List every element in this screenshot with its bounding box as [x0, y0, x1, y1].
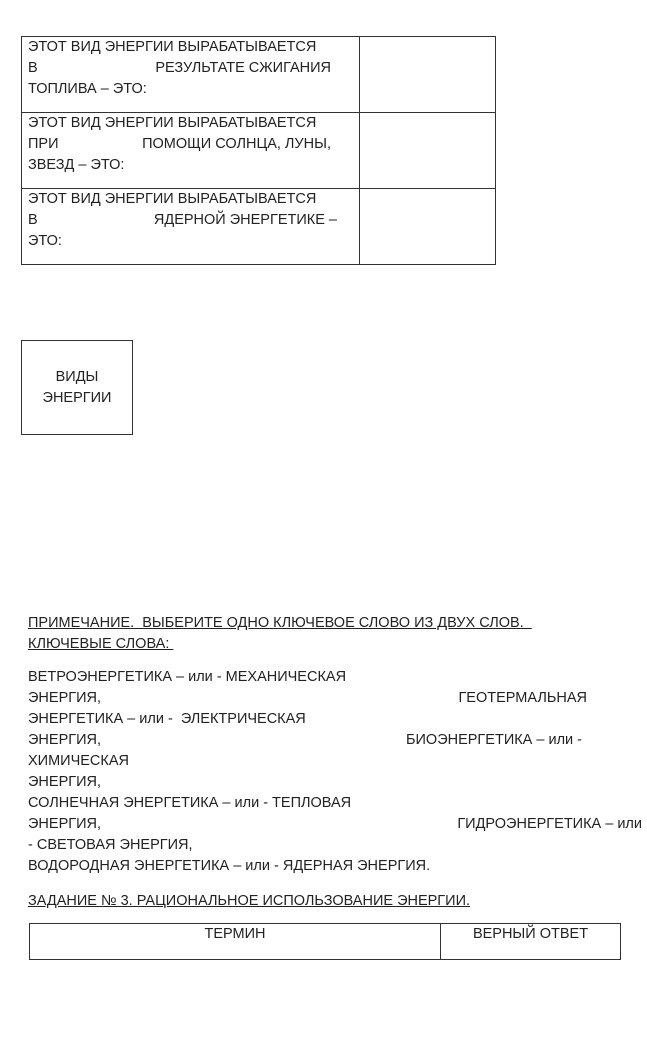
question-line [22, 58, 359, 79]
question-word: РЕЗУЛЬТАТЕ СЖИГАНИЯ [155, 60, 331, 76]
keyword-text: ЭНЕРГЕТИКА – или - ЭЛЕКТРИЧЕСКАЯ [28, 711, 306, 727]
question-cell [22, 37, 360, 113]
keyword-line [28, 730, 642, 751]
keyword-line [28, 793, 642, 814]
question-line: ЗВЕЗД – ЭТО: [28, 157, 125, 173]
question-word: ПРИ [28, 136, 59, 152]
question-line [22, 210, 359, 231]
keyword-text: ЭНЕРГИЯ, [28, 732, 102, 748]
table-row [22, 113, 496, 189]
keyword-text: ГЕОТЕРМАЛЬНАЯ [458, 690, 587, 706]
keyword-text: - СВЕТОВАЯ ЭНЕРГИЯ, [28, 837, 193, 853]
keyword-line [28, 814, 642, 835]
keyword-text: ВЕТРОЭНЕРГЕТИКА – или - МЕХАНИЧЕСКАЯ [28, 669, 347, 685]
answer-cell[interactable] [360, 37, 496, 113]
question-word: ПОМОЩИ СОЛНЦА, ЛУНЫ, [142, 136, 331, 152]
keyword-text: ГИДРОЭНЕРГЕТИКА – или [457, 816, 642, 832]
answer-cell[interactable] [360, 113, 496, 189]
question-cell [22, 189, 360, 265]
energy-types-box [21, 340, 133, 435]
column-header-term: ТЕРМИН [30, 924, 441, 960]
keyword-text: ВОДОРОДНАЯ ЭНЕРГЕТИКА – или - ЯДЕРНАЯ ЭНЕРГИЯ. [28, 858, 431, 874]
table-row [22, 189, 496, 265]
question-cell [22, 113, 360, 189]
keyword-line [28, 667, 642, 688]
task3-title: ЗАДАНИЕ № 3. РАЦИОНАЛЬНОЕ ИСПОЛЬЗОВАНИЕ ЭНЕРГИИ. [28, 893, 471, 909]
keyword-text: БИОЭНЕРГЕТИКА – или - [405, 732, 582, 748]
keywords-heading: КЛЮЧЕВЫЕ СЛОВА: [28, 636, 174, 652]
question-line: ЭТОТ ВИД ЭНЕРГИИ ВЫРАБАТЫВАЕТСЯ [28, 191, 317, 207]
keyword-text: ЭНЕРГИЯ, [28, 690, 102, 706]
column-header-answer: ВЕРНЫЙ ОТВЕТ [441, 924, 621, 960]
box-label: ВИДЫ [55, 368, 99, 385]
keyword-text: ЭНЕРГИЯ, [28, 816, 102, 832]
answer-cell[interactable] [360, 189, 496, 265]
note-heading: ПРИМЕЧАНИЕ. ВЫБЕРИТЕ ОДНО КЛЮЧЕВОЕ СЛОВО ИЗ ДВУХ СЛОВ. [28, 615, 532, 631]
question-line [22, 134, 359, 155]
keyword-line [28, 709, 642, 730]
question-line: ТОПЛИВА – ЭТО: [28, 81, 147, 97]
box-label: ЭНЕРГИИ [42, 389, 112, 406]
question-line: ЭТО: [28, 233, 62, 249]
keyword-text: ЭНЕРГИЯ, [28, 774, 102, 790]
keywords-list [28, 667, 642, 877]
table-row [22, 37, 496, 113]
keyword-text: СОЛНЕЧНАЯ ЭНЕРГЕТИКА – или - ТЕПЛОВАЯ [28, 795, 352, 811]
question-word: ЯДЕРНОЙ ЭНЕРГЕТИКЕ – [153, 212, 337, 228]
table-header-row [30, 924, 621, 960]
task3-table [29, 923, 621, 960]
keyword-text: ХИМИЧЕСКАЯ [28, 753, 129, 769]
question-line: ЭТОТ ВИД ЭНЕРГИИ ВЫРАБАТЫВАЕТСЯ [28, 39, 317, 55]
keyword-line [28, 772, 642, 793]
keyword-line [28, 835, 642, 856]
energy-questions-table [21, 36, 496, 265]
keyword-line [28, 688, 642, 709]
question-word: В [28, 212, 38, 228]
keyword-line [28, 751, 642, 772]
keyword-line [28, 856, 642, 877]
question-line: ЭТОТ ВИД ЭНЕРГИИ ВЫРАБАТЫВАЕТСЯ [28, 115, 317, 131]
question-word: В [28, 60, 38, 76]
